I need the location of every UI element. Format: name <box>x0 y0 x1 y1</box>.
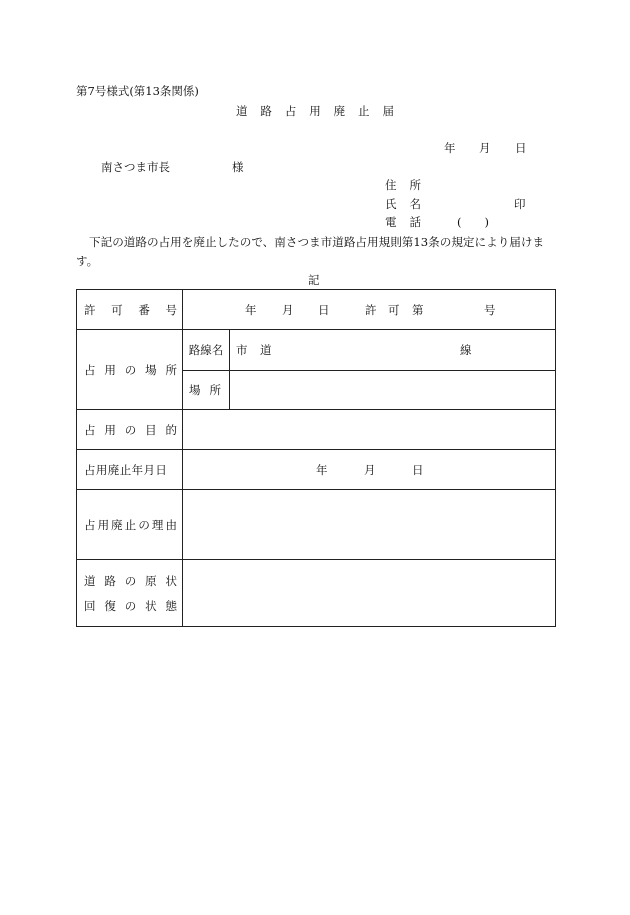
row-permit-number <box>77 290 556 330</box>
seal-mark: 印 <box>514 197 526 211</box>
field-purpose[interactable] <box>183 410 556 450</box>
field-reason[interactable] <box>183 490 556 560</box>
field-permit-number[interactable]: 年 月 日 許 可 第 号 <box>183 290 556 330</box>
row-end-date <box>77 450 556 490</box>
label-reason: 占 用 廃 止 の 理 由 <box>77 490 183 560</box>
address-label: 住 所 <box>385 178 421 192</box>
form-table <box>76 289 556 627</box>
body-text-line2: す。 <box>76 254 99 268</box>
field-restoration[interactable] <box>183 560 556 627</box>
label-restoration: 道 路 の 原 状 回 復 の 状 態 <box>77 560 183 627</box>
document-title <box>236 106 394 118</box>
title-char: 道 <box>236 104 248 118</box>
title-char: 廃 <box>333 104 346 118</box>
name-label: 氏 名 <box>385 197 421 211</box>
ki-mark: 記 <box>308 273 320 287</box>
label-route-name: 路線名 <box>183 330 230 371</box>
phone-paren: ( ) <box>457 215 489 229</box>
row-restoration <box>77 560 556 627</box>
label-place: 場 所 <box>183 371 230 410</box>
body-text-line1: 下記の道路の占用を廃止したので、南さつま市道路占用規則第13条の規定により届けま <box>89 235 545 249</box>
label-location: 占 用 の 場 所 <box>77 330 183 410</box>
row-reason <box>77 490 556 560</box>
field-route-name[interactable]: 市 道 線 <box>230 330 556 371</box>
title-char: 占 <box>284 104 297 118</box>
label-end-date: 占用廃止年月日 <box>77 450 183 490</box>
title-char: 止 <box>358 104 370 118</box>
date-day: 日 <box>515 141 527 155</box>
title-char: 路 <box>260 104 272 118</box>
row-route-name <box>77 330 556 371</box>
form-number: 第7号様式(第13条関係) <box>76 84 199 98</box>
row-purpose <box>77 410 556 450</box>
phone-label: 電 話 <box>385 215 421 229</box>
field-end-date[interactable]: 年 月 日 <box>183 450 556 490</box>
title-char: 用 <box>309 104 321 118</box>
date-year: 年 <box>444 141 456 155</box>
addressee-honorific: 様 <box>232 160 244 174</box>
field-place[interactable] <box>230 371 556 410</box>
date-month: 月 <box>479 141 491 155</box>
title-char: 届 <box>382 104 394 118</box>
addressee-name: 南さつま市長 <box>101 160 170 174</box>
label-permit-number: 許 可 番 号 <box>77 290 183 330</box>
label-purpose: 占 用 の 目 的 <box>77 410 183 450</box>
